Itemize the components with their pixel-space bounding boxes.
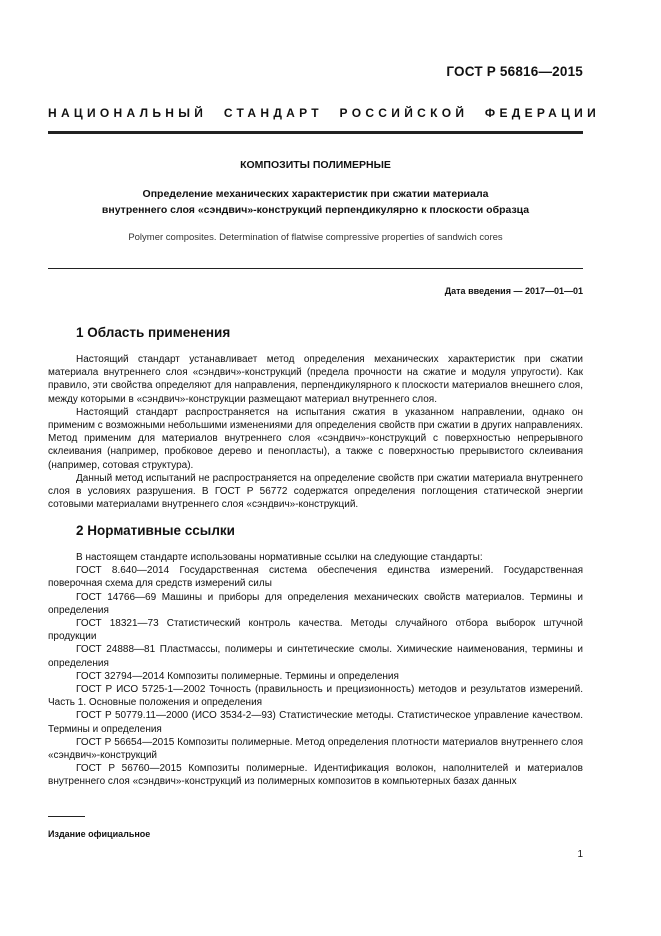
document-subtitle	[48, 186, 583, 218]
reference-item: ГОСТ 32794—2014 Композиты полимерные. Термины и определения	[76, 670, 399, 682]
section-1-heading: 1 Область применения	[76, 325, 231, 340]
subtitle-line-2: внутреннего слоя «сэндвич»-конструкций перпендикулярно к плоскости образца	[101, 204, 530, 216]
reference-item: ГОСТ 14766—69 Машины и приборы для определения механических свойств материалов. Термины и определения	[48, 591, 583, 616]
introduction-date: Дата введения — 2017—01—01	[444, 286, 583, 296]
reference-item: ГОСТ 18321—73 Статистический контроль качества. Методы случайного отбора выборок штучной продукции	[48, 618, 583, 643]
official-edition-label: Издание официальное	[48, 829, 151, 839]
reference-item: ГОСТ 24888—81 Пластмассы, полимеры и синтетические смолы. Химические наименования, термины и определения	[48, 644, 583, 669]
paragraph: В настоящем стандарте использованы нормативные ссылки на следующие стандарты:	[76, 552, 483, 563]
english-title: Polymer composites. Determination of flatwise compressive properties of sandwich cores	[128, 232, 503, 243]
section-2-body	[48, 551, 583, 789]
paragraph: Настоящий стандарт распространяется на испытания сжатия в указанном направлении, однако он применим с возможными небольшими изменениями для определения свойств при сжатии в других направлениях. Метод применим для материалов внутреннего слоя «сэндвич»-конструкций с поверхностью непрерывного склеивания (например, пробковое дерево и пенопласты), а также с поверхностью прерывистого склеивания (например, сотовая структура).	[48, 406, 583, 471]
reference-item: ГОСТ Р 56654—2015 Композиты полимерные. Метод определения плотности материалов внутреннего слоя «сэндвич»-конструкций	[48, 736, 583, 762]
paragraph: Данный метод испытаний не распространяется на определение свойств при сжатии материала внутреннего слоя в условиях разрушения. В ГОСТ Р 56772 содержатся определения поглощения статической энергии сотовыми материалами внутреннего слоя «сэндвич»-конструкций.	[48, 472, 583, 511]
footer-rule	[48, 816, 85, 817]
section-1-body	[48, 353, 583, 511]
reference-item: ГОСТ Р ИСО 5725-1—2002 Точность (правильность и прецизионность) методов и результатов измерений. Часть 1. Основные положения и определения	[48, 684, 583, 709]
document-title: КОМПОЗИТЫ ПОЛИМЕРНЫЕ	[240, 159, 391, 171]
paragraph: Настоящий стандарт устанавливает метод определения механических характеристик при сжатии материала внутреннего слоя «сэндвич»-конструкций (предела прочности на сжатие и модуля упругости). Как правило, эти свойства определяют для направления, перпендикулярного к плоскости материалов внешнего слоя, между которыми в «сэндвич»-конструкции размещают материал внутреннего слоя.	[48, 354, 583, 405]
header-rule	[48, 131, 583, 134]
page-number: 1	[577, 849, 583, 860]
reference-item: ГОСТ 8.640—2014 Государственная система обеспечения единства измерений. Государственная поверочная схема для средств измерений силы	[48, 565, 583, 590]
national-standard-title: НАЦИОНАЛЬНЫЙ СТАНДАРТ РОССИЙСКОЙ ФЕДЕРАЦИИ	[48, 106, 601, 120]
title-rule	[48, 268, 583, 269]
subtitle-line-1: Определение механических характеристик при сжатии материала	[142, 188, 489, 200]
standard-code: ГОСТ Р 56816—2015	[446, 64, 583, 79]
section-2-heading: 2 Нормативные ссылки	[76, 523, 235, 538]
reference-item: ГОСТ Р 50779.11—2000 (ИСО 3534-2—93) Статистические методы. Статистическое управление качеством. Термины и определения	[48, 710, 583, 735]
reference-item: ГОСТ Р 56760—2015 Композиты полимерные. Идентификация волокон, наполнителей и материалов внутреннего слоя «сэндвич»-конструкций из полимерных композитов в компьютерных базах данных	[48, 763, 583, 788]
